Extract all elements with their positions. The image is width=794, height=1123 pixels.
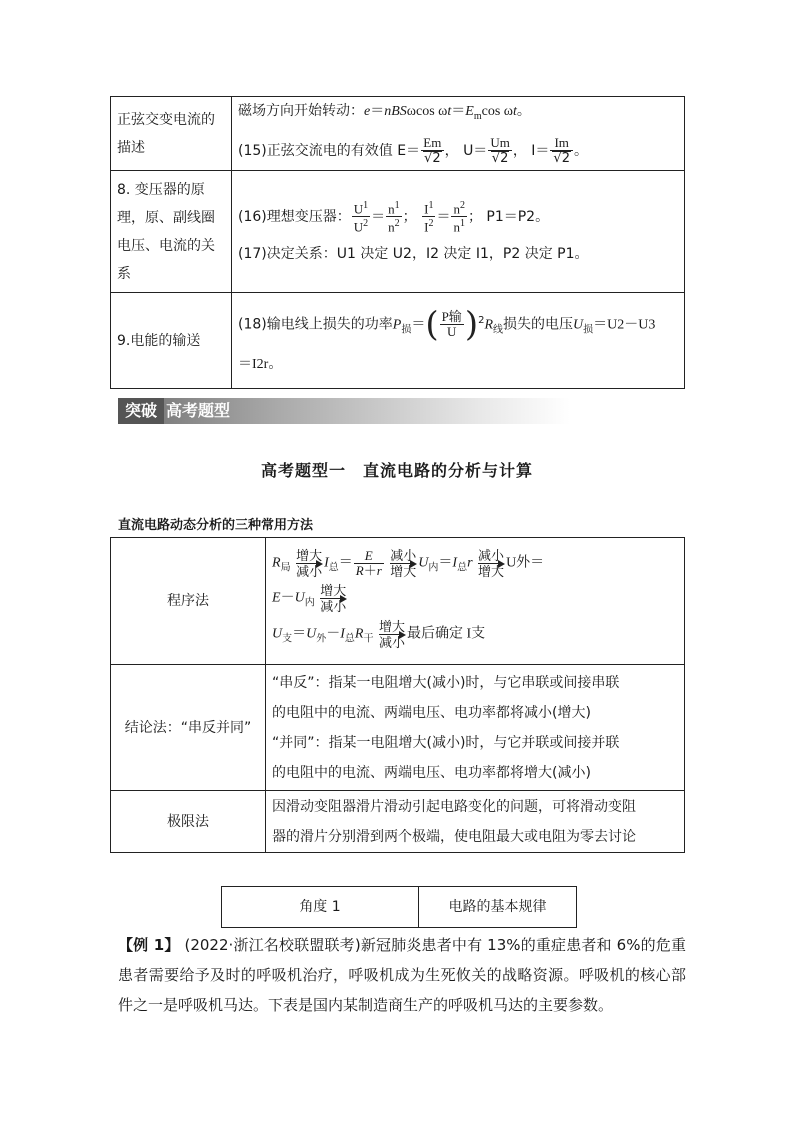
method-name: 极限法 <box>111 791 266 853</box>
angle-title: 电路的基本规律 <box>448 899 547 915</box>
table-row <box>111 293 685 389</box>
banner-title: 高考题型 <box>166 401 231 420</box>
example-source: (2022·浙江名校联盟联考) <box>184 936 361 954</box>
procedure-line-1: $R_局$ 增大 减小 $I_总=$ $\frac{E}{R+r}$ 减小 增大 $U_内=I_总r$ 减小 增大 U外＝ <box>272 547 545 579</box>
transformer-ratio-line: (16)理想变压器： $\frac{U^1}{U^2}$ ＝ $\frac{n^1}{n^2}$ ； $\frac{I^1}{I^2}$ ＝ $\frac{n^2}{n^1}$ ； P1＝P2。 <box>238 199 550 235</box>
section-title: 高考题型一 直流电路的分析与计算 <box>260 461 533 480</box>
formula-line: 磁场方向开始转动：e＝nBSωcos $\omega t=E_m\cos$ ωt。 <box>238 104 531 122</box>
example-paragraph <box>118 930 686 1020</box>
content-cell <box>232 97 685 171</box>
table-row <box>111 97 685 171</box>
sqrt2-denominator: √2 <box>424 150 441 166</box>
topic-cell: 8. 变压器的原理，原、副线圈电压、电流的关系 <box>111 171 232 293</box>
procedure-line-2: $E-U_内$ 增大 减小 <box>272 583 347 615</box>
method-content: “串反”：指某一电阻增大(减小)时，与它串联或间接串联 的电阻中的电流、两端电压、电功率都将减小(增大) “并同”：指某一电阻增大(减小)时，与它并联或间接并联 的电阻中的电流、两端电压、电功率都将增大(减小) <box>266 665 685 791</box>
topic-cell: 9.电能的输送 <box>111 293 232 389</box>
method-name: 程序法 <box>111 538 266 665</box>
decision-relation-line: (17)决定关系：U1 决定 U2，I2 决定 I1，P2 决定 P1。 <box>238 245 589 262</box>
power-loss-line: (18)输电线上损失的功率$P_损=$( P输 U )$^2R_线$损失的电压$U_损=U2-U3$ <box>238 304 656 345</box>
banner-label: 突破 <box>118 398 164 424</box>
section-banner <box>118 398 570 424</box>
table-row <box>111 665 685 791</box>
method-content: 因滑动变阻器滑片滑动引起电路变化的问题，可将滑动变阻 器的滑片分别滑到两个极端，使电阻最大或电阻为零去讨论 <box>266 791 685 853</box>
em-numerator: Em <box>421 136 444 151</box>
table-row <box>111 171 685 293</box>
table-row <box>111 791 685 853</box>
content-cell <box>232 171 685 293</box>
example-text: 新冠肺炎患者中有 13%的重症患者和 6%的危重患者需要给予及时的呼吸机治疗，呼吸机成为生死攸关的战略资源。呼吸机的核心部件之一是呼吸机马达。下表是国内某制造商生产的呼吸机马达的主要参数。 <box>118 936 686 1014</box>
methods-table <box>110 537 685 853</box>
formula-table <box>110 96 685 389</box>
topic-cell: 正弦交变电流的描述 <box>111 97 232 171</box>
example-tag: 【例 1】 <box>118 936 180 954</box>
sub-title: 直流电路动态分析的三种常用方法 <box>118 518 314 533</box>
voltage-loss-line: ＝I2r。 <box>238 357 283 373</box>
angle-label: 角度 1 <box>222 887 419 927</box>
content-cell <box>232 293 685 389</box>
angle-box <box>221 886 577 928</box>
table-row <box>111 538 685 665</box>
method-content <box>266 538 685 665</box>
procedure-line-3: $U_支=U_外-I_总R_干$ 增大 减小 最后确定 I支 <box>272 618 486 650</box>
method-name: 结论法：“串反并同” <box>111 665 266 791</box>
effective-value-line: (15)正弦交流电的有效值 E＝ $\frac{Em}{√2}$ ， U＝ $\frac{Um}{√2}$ ， I＝ $\frac{Im}{√2}$ 。 <box>238 134 588 166</box>
